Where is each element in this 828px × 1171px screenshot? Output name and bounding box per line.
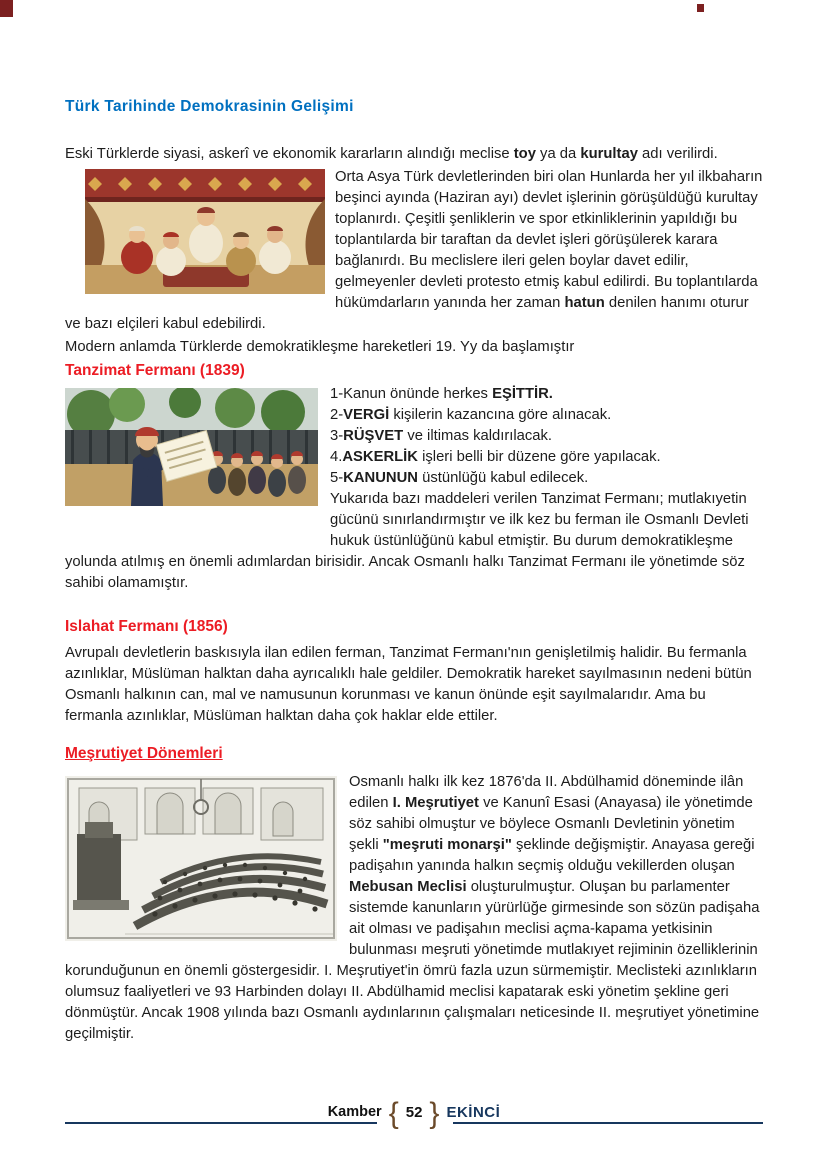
footer-brace-open: { xyxy=(388,1097,399,1130)
tanzimat-ferman-reading-illustration xyxy=(65,388,318,506)
page-footer xyxy=(65,1093,763,1141)
tanzimat-section xyxy=(65,384,763,594)
intro-paragraph: Eski Türklerde siyasi, askerî ve ekonomik kararların alındığı meclise toy ya da kurultay adı verilirdi. xyxy=(65,146,718,162)
modern-democracy-line: Modern anlamda Türklerde demokratikleşme hareketleri 19. Yy da başlamıştır xyxy=(65,339,575,355)
kurultay-illustration-svg xyxy=(85,169,325,294)
mesrutiyet-paragraph: Osmanlı halkı ilk kez 1876'da II. Abdülhamid döneminde ilân edilen I. Meşrutiyet ve Kanunî Esasi (Anayasa) ile yönetimde söz sahibi olmuştur ve böylece Osmanlı Devletinin yönetim şekli "meşruti monarşi" şeklinde değişmiştir. Anayasa gereği padişahın yanında halkın seçmiş olduğu vekillerden oluşan Mebusan Meclisi oluşturulmuştur. Oluşan bu parlamenter sistemde kanunların yürürlüğe girmesinde son sözün padişaha ait olması ve padişahın meclisi açma-kapama yetkisinin bulunması meşruti yönetimde mutlakıyet rejiminin özelliklerinin korunduğunun en önemli göstergesidir. I. Meşrutiyet'in ömrü fazla uzun sürmemiştir. Meclisteki azınlıkların olumsuz faaliyetleri ve 93 Harbinden dolayı II. Abdülhamid meclisi kapatarak eski yönetim şekline geri dönmüştür. Ancak 1908 yılında bazı Osmanlı aydınlarının çalışmaları neticesinde II. meşrutiyet yönetimine geçilmiştir. xyxy=(65,774,760,1042)
islahat-heading: Islahat Fermanı (1856) xyxy=(65,618,228,635)
kurultay-section xyxy=(65,167,763,358)
footer-brace-close: } xyxy=(429,1097,440,1130)
mesrutiyet-section xyxy=(65,772,763,1045)
islahat-paragraph: Avrupalı devletlerin baskısıyla ilan edilen ferman, Tanzimat Fermanı'nın genişletilmiş halidir. Bu fermanla azınlıklar, Müslüman halktan daha ayrıcalıklı hale geldiler. Demokratik hareket sayılmasının nedeni bütün Osmanlı halkının can, mal ve namusunun korunması ve kanun önünde eşit sayılmalarıdır. Ama bu fermanla azınlıklar, Müslüman halktan daha çok haklar elde ettiler. xyxy=(65,645,752,724)
page-corner-mark-right xyxy=(697,4,704,12)
parliament-engraving-svg xyxy=(65,776,337,941)
page-title: Türk Tarihinde Demokrasinin Gelişimi xyxy=(65,98,354,115)
tanzimat-item-2: 2-VERGİ kişilerin kazancına göre alınacak. xyxy=(330,407,612,423)
mebusan-meclisi-parliament-engraving xyxy=(65,776,337,941)
mesrutiyet-heading: Meşrutiyet Dönemleri xyxy=(65,745,223,762)
footer-page-number: 52 xyxy=(405,1103,423,1121)
kurultay-meeting-illustration xyxy=(85,169,325,294)
footer-signature xyxy=(65,1097,763,1130)
footer-author-first-name: Kamber xyxy=(327,1104,382,1120)
tanzimat-continuation-paragraph: Yukarıda bazı maddeleri verilen Tanzimat Fermanı; mutlakıyetin gücünü sınırlandırmıştır ve ilk kez bu ferman ile Osmanlı Devleti hukuk üstünlüğünü kabul etmiştir. Bu durum demokratikleşme yolunda atılmış en önemli adımlardan birisidir. Ancak Osmanlı halkı Tanzimat Fermanı ile yönetimde söz sahibi olamamıştır. xyxy=(65,491,749,591)
tanzimat-item-4: 4.ASKERLİK işleri belli bir düzene göre yapılacak. xyxy=(330,449,661,465)
tanzimat-illustration-svg xyxy=(65,388,318,506)
tanzimat-item-1: 1-Kanun önünde herkes EŞİTTİR. xyxy=(330,386,553,402)
page-content xyxy=(65,96,763,1047)
tanzimat-item-5: 5-KANUNUN üstünlüğü kabul edilecek. xyxy=(330,470,589,486)
page-corner-mark-left xyxy=(0,0,13,17)
tanzimat-item-3: 3-RÜŞVET ve iltimas kaldırılacak. xyxy=(330,428,553,444)
footer-author-last-name: EKİNCİ xyxy=(446,1103,501,1121)
kurultay-paragraph: Orta Asya Türk devletlerinden biri olan Hunlarda her yıl ilkbaharın beşinci ayında (Haziran ayı) devlet işlerinin görüşüldüğü kurultay toplanırdı. Çeşitli şenliklerin ve spor etkinliklerinin yapıldığı bu toplantılarda bir taraftan da devlet işleri görüşülerek karara bağlanırdı. Bu meclislere ileri gelen boylar davet edilir, gelmeyenler devleti protesto etmiş kabul edilirdi. Bu toplantılarda hükümdarların yanında her zaman hatun denilen hanımı oturur ve bazı elçileri kabul edebilirdi. xyxy=(65,169,763,332)
tanzimat-heading: Tanzimat Fermanı (1839) xyxy=(65,362,245,379)
